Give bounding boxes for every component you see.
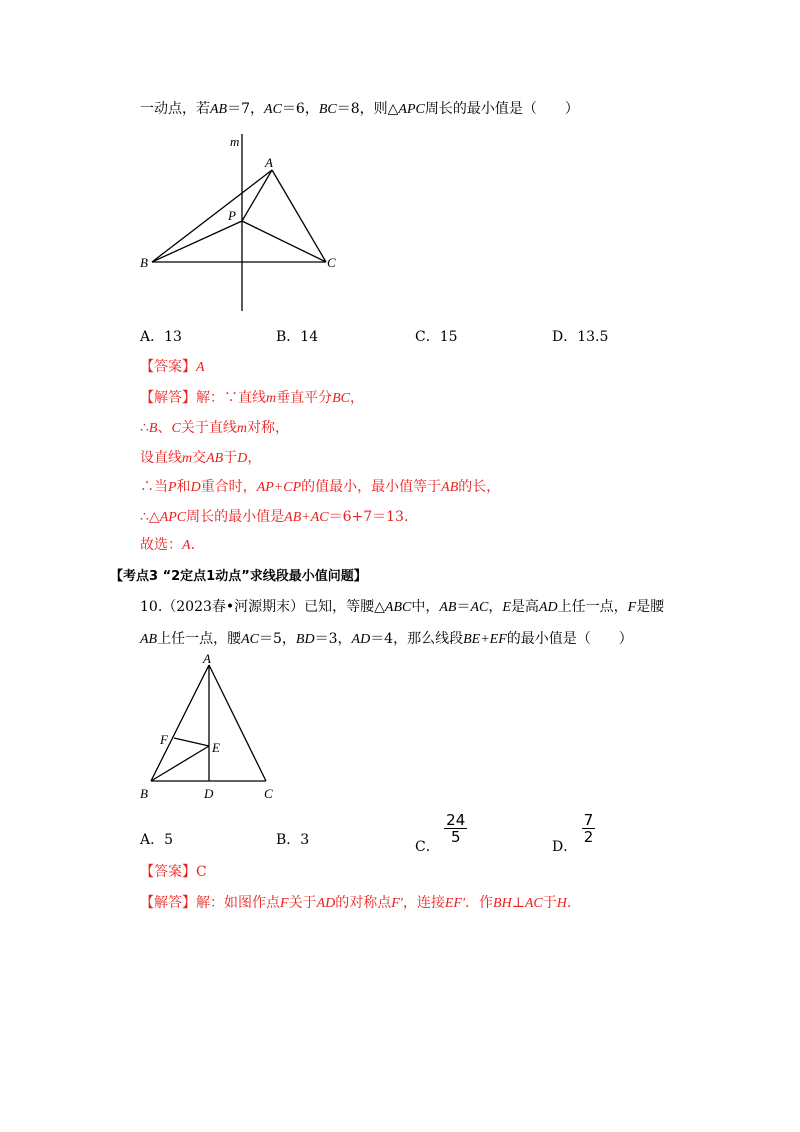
segment-PA <box>242 170 272 221</box>
label-A: A <box>203 651 211 666</box>
q9-option-b: B．14 <box>276 329 319 345</box>
label-B: B <box>140 786 148 801</box>
fraction-24-over-5: $\frac{24}{5}$ <box>446 811 466 846</box>
segment-AB <box>152 170 272 262</box>
label-A: A <box>265 155 273 170</box>
q9-solution-line-6: 故选：A. <box>140 537 196 553</box>
q9-solution-line-4: ∴当P和D重合时，AP+CP的值最小，最小值等于AB的长， <box>140 479 501 495</box>
label-P: P <box>228 208 236 223</box>
label-m: m <box>230 134 240 149</box>
q10-option-d: D． $\frac{7}{2}$ <box>552 811 594 855</box>
q10-stem-line-2: AB上任一点，腰AC＝5，BD＝3，AD＝4，那么线段BE+EF的最小值是（ ） <box>140 631 633 647</box>
q9-answer: 【答案】A <box>140 359 205 375</box>
label-C: C <box>327 255 336 270</box>
segment-FE <box>174 738 209 746</box>
label-C: C <box>264 786 273 801</box>
label-E: E <box>212 740 220 755</box>
q9-figure <box>130 128 360 318</box>
q9-solution-line-3: 设直线m交AB于D， <box>140 450 262 466</box>
label-D: D <box>204 786 214 801</box>
q10-option-a: A．5 <box>140 832 174 848</box>
q9-solution-line-2: ∴B、C关于直线m对称， <box>140 420 289 436</box>
segment-AC <box>209 665 266 781</box>
q9-option-c: C．15 <box>415 329 458 345</box>
label-B: B <box>140 255 148 270</box>
q10-option-b: B．3 <box>276 832 310 848</box>
q9-stem: 一动点，若AB＝7，AC＝6，BC＝8，则△APC周长的最小值是（ ） <box>140 101 579 117</box>
q9-option-a: A．13 <box>140 329 182 345</box>
q10-solution-line-1: 【解答】解：如图作点F关于AD的对称点F′，连接EF′．作BH⊥AC于H. <box>140 895 572 911</box>
q10-stem-line-1: 10.（2023春•河源期末）已知，等腰△ABC中，AB＝AC，E是高AD上任一点，F是腰 <box>140 599 665 615</box>
q9-solution-line-1: 【解答】解：∵直线m垂直平分BC， <box>140 390 365 406</box>
q10-answer: 【答案】C <box>140 864 207 880</box>
fraction-7-over-2: $\frac{7}{2}$ <box>583 811 594 846</box>
q10-option-c: C． $\frac{24}{5}$ <box>415 811 466 855</box>
q9-solution-line-5: ∴△APC周长的最小值是AB+AC＝6+7＝13. <box>140 509 409 525</box>
section-title: 【考点3 “2定点1动点”求线段最小值问题】 <box>110 569 367 584</box>
q10-figure <box>130 648 290 803</box>
q9-option-d: D．13.5 <box>552 329 609 345</box>
label-F: F <box>160 732 168 747</box>
